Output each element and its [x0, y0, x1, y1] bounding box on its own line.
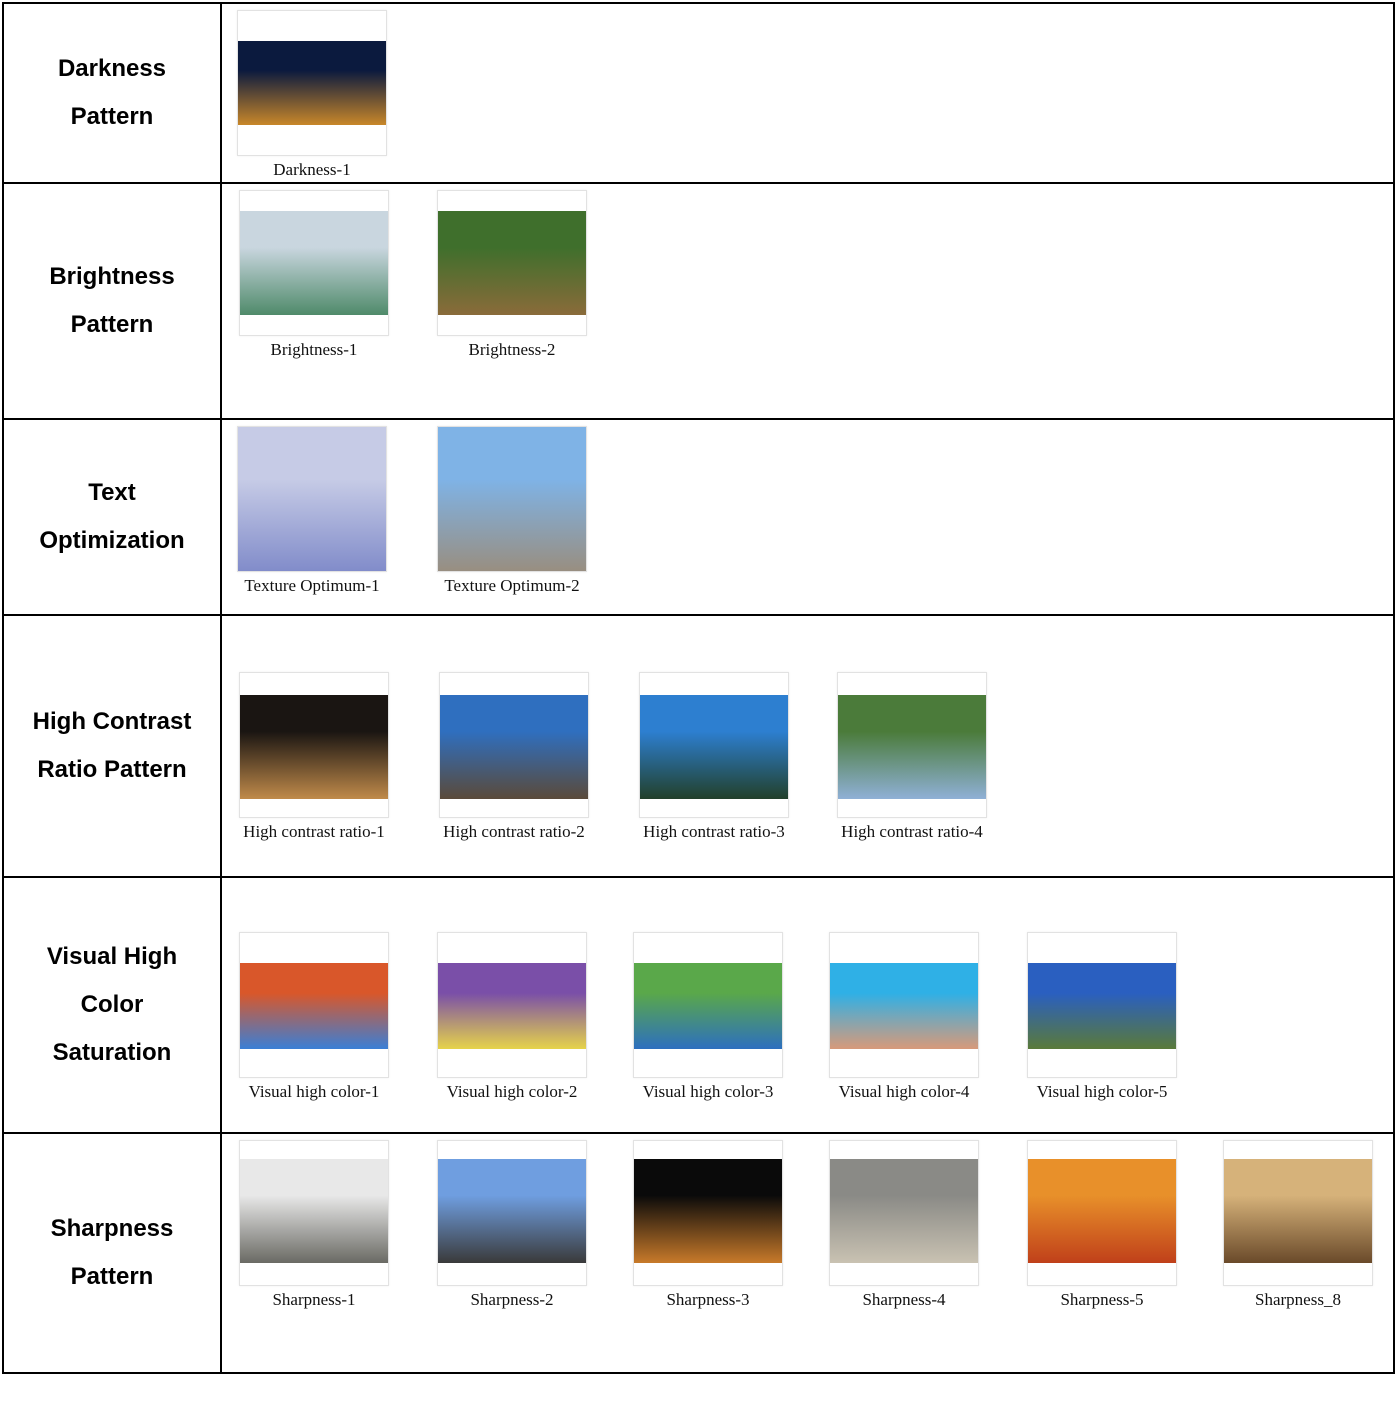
- pattern-photo: [438, 1159, 586, 1263]
- pattern-thumbnail[interactable]: [234, 190, 394, 360]
- thumbnail-frame: [439, 672, 589, 818]
- thumbnail-frame: [239, 932, 389, 1078]
- thumbnail-caption: Sharpness-1: [272, 1290, 356, 1309]
- pattern-row: [3, 615, 1394, 877]
- thumbnail-caption: Brightness-2: [468, 340, 556, 359]
- pattern-thumbnail[interactable]: [628, 1140, 788, 1310]
- thumbnail-frame: [237, 426, 387, 572]
- pattern-photo: [1224, 1159, 1372, 1263]
- thumbnail-caption: High contrast ratio-4: [841, 822, 983, 841]
- thumbnail-caption: Sharpness-2: [470, 1290, 554, 1309]
- thumbnail-frame: [239, 190, 389, 336]
- pattern-thumbnail[interactable]: [232, 10, 392, 180]
- category-label-cell: [3, 3, 221, 183]
- thumbnail-frame: [437, 932, 587, 1078]
- category-label-cell: [3, 183, 221, 419]
- category-label: Brightness Pattern: [49, 263, 175, 338]
- thumbnail-cell: [221, 615, 1394, 877]
- category-label: Text Optimization: [39, 479, 185, 554]
- thumbnail-caption: High contrast ratio-3: [643, 822, 785, 841]
- thumbnail-cell: [221, 419, 1394, 615]
- pattern-photo: [438, 963, 586, 1049]
- thumbnail-cell: [221, 877, 1394, 1133]
- pattern-thumbnail[interactable]: [234, 672, 394, 842]
- category-label: High Contrast Ratio Pattern: [32, 708, 192, 783]
- pattern-photo: [238, 41, 386, 125]
- thumbnail-caption: High contrast ratio-1: [243, 822, 385, 841]
- pattern-photo: [438, 427, 586, 572]
- thumbnail-caption: Texture Optimum-2: [444, 576, 580, 595]
- pattern-row: [3, 877, 1394, 1133]
- thumbnail-caption: Visual high color-5: [1036, 1082, 1168, 1101]
- thumbnail-caption: Sharpness-4: [862, 1290, 946, 1309]
- pattern-thumbnail[interactable]: [432, 932, 592, 1102]
- pattern-thumbnail[interactable]: [832, 672, 992, 842]
- thumbnail-frame: [437, 426, 587, 572]
- thumbnail-caption: High contrast ratio-2: [443, 822, 585, 841]
- pattern-thumbnail[interactable]: [824, 1140, 984, 1310]
- pattern-photo: [240, 1159, 388, 1263]
- thumbnail-frame: [633, 1140, 783, 1286]
- pattern-thumbnail[interactable]: [234, 932, 394, 1102]
- pattern-photo: [838, 695, 986, 799]
- pattern-photo: [830, 1159, 978, 1263]
- thumbnail-caption: Visual high color-1: [248, 1082, 380, 1101]
- thumbnail-frame: [829, 1140, 979, 1286]
- pattern-photo: [240, 695, 388, 799]
- thumbnail-frame: [437, 190, 587, 336]
- pattern-row: [3, 419, 1394, 615]
- pattern-photo: [440, 695, 588, 799]
- thumbnail-caption: Sharpness_8: [1255, 1290, 1341, 1309]
- pattern-photo: [640, 695, 788, 799]
- category-label: Sharpness Pattern: [50, 1215, 174, 1290]
- pattern-thumbnail[interactable]: [628, 932, 788, 1102]
- thumbnail-caption: Texture Optimum-1: [244, 576, 380, 595]
- pattern-photo: [240, 211, 388, 315]
- category-label: Visual High Color Saturation: [46, 943, 178, 1066]
- pattern-table: [2, 2, 1395, 1374]
- thumbnail-frame: [837, 672, 987, 818]
- thumbnail-caption: Visual high color-4: [838, 1082, 970, 1101]
- thumbnail-caption: Sharpness-5: [1060, 1290, 1144, 1309]
- pattern-thumbnail[interactable]: [634, 672, 794, 842]
- pattern-photo: [438, 211, 586, 315]
- thumbnail-cell: [221, 1133, 1394, 1373]
- pattern-photo: [634, 963, 782, 1049]
- category-label-cell: [3, 1133, 221, 1373]
- thumbnail-frame: [829, 932, 979, 1078]
- thumbnail-caption: Darkness-1: [273, 160, 351, 179]
- pattern-photo: [830, 963, 978, 1049]
- pattern-thumbnail[interactable]: [432, 426, 592, 596]
- thumbnail-caption: Visual high color-3: [642, 1082, 774, 1101]
- pattern-thumbnail[interactable]: [1218, 1140, 1378, 1310]
- thumbnail-cell: [221, 183, 1394, 419]
- thumbnail-frame: [239, 672, 389, 818]
- category-label-cell: [3, 419, 221, 615]
- pattern-photo: [1028, 963, 1176, 1049]
- category-label-cell: [3, 877, 221, 1133]
- pattern-photo: [238, 427, 386, 572]
- category-label: Darkness Pattern: [57, 55, 167, 130]
- pattern-photo: [634, 1159, 782, 1263]
- thumbnail-frame: [239, 1140, 389, 1286]
- thumbnail-frame: [1027, 932, 1177, 1078]
- pattern-row: [3, 183, 1394, 419]
- pattern-thumbnail[interactable]: [824, 932, 984, 1102]
- pattern-thumbnail[interactable]: [232, 426, 392, 596]
- thumbnail-caption: Brightness-1: [270, 340, 358, 359]
- pattern-thumbnail[interactable]: [234, 1140, 394, 1310]
- pattern-row: [3, 3, 1394, 183]
- pattern-photo: [240, 963, 388, 1049]
- thumbnail-frame: [1027, 1140, 1177, 1286]
- pattern-photo: [1028, 1159, 1176, 1263]
- pattern-row: [3, 1133, 1394, 1373]
- thumbnail-frame: [237, 10, 387, 156]
- pattern-thumbnail[interactable]: [1022, 932, 1182, 1102]
- thumbnail-cell: [221, 3, 1394, 183]
- pattern-thumbnail[interactable]: [1022, 1140, 1182, 1310]
- thumbnail-frame: [633, 932, 783, 1078]
- thumbnail-caption: Visual high color-2: [446, 1082, 578, 1101]
- pattern-thumbnail[interactable]: [434, 672, 594, 842]
- thumbnail-frame: [437, 1140, 587, 1286]
- thumbnail-frame: [639, 672, 789, 818]
- thumbnail-caption: Sharpness-3: [666, 1290, 750, 1309]
- pattern-thumbnail[interactable]: [432, 1140, 592, 1310]
- thumbnail-frame: [1223, 1140, 1373, 1286]
- category-label-cell: [3, 615, 221, 877]
- pattern-thumbnail[interactable]: [432, 190, 592, 360]
